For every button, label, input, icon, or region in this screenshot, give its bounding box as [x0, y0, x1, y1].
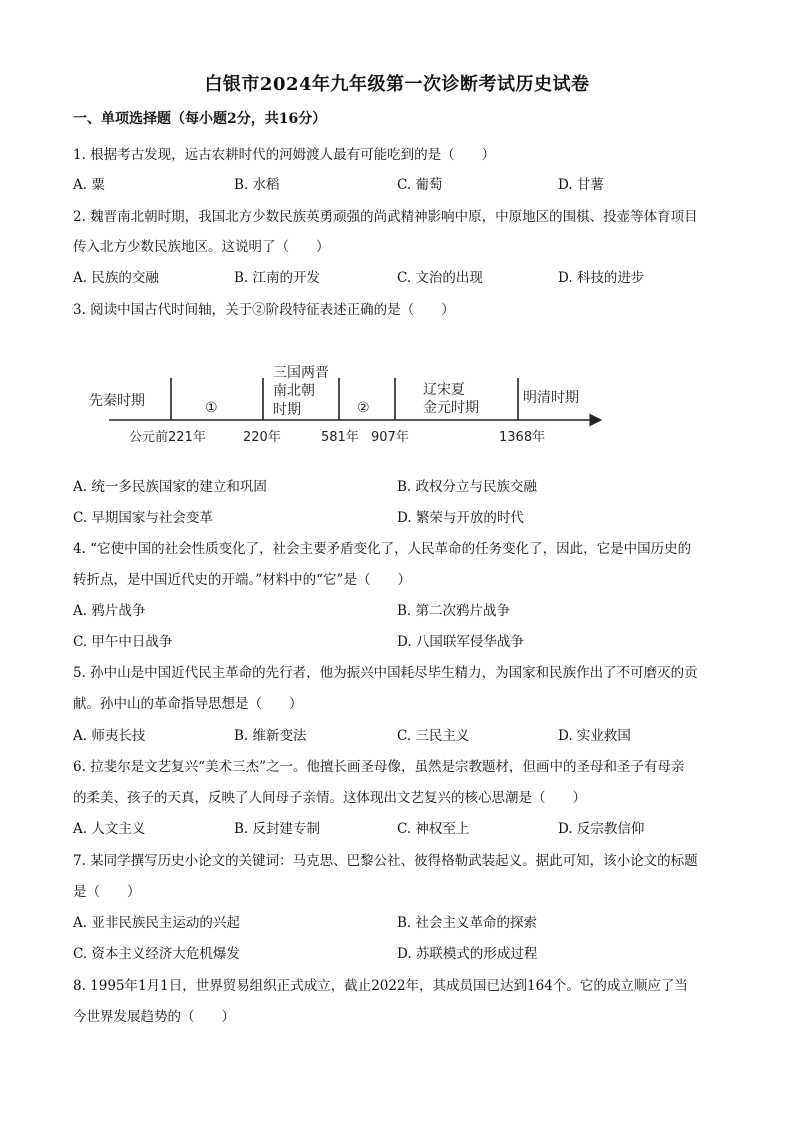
period-sanguo-line1: 三国两晋 — [273, 365, 329, 381]
year-1368: 1368年 — [499, 430, 546, 445]
q5-option-d: D. 实业救国 — [558, 728, 631, 744]
period-one: ① — [205, 400, 218, 416]
q4-option-a: A. 鸦片战争 — [73, 603, 146, 619]
q4-option-d: D. 八国联军侵华战争 — [397, 634, 524, 650]
question-4-stem-cont: 转折点，是中国近代史的开端。”材料中的“它”是（ ） — [73, 572, 411, 588]
q7-option-b: B. 社会主义革命的探索 — [397, 915, 538, 931]
q3-option-b: B. 政权分立与民族交融 — [397, 479, 538, 495]
period-two: ② — [357, 400, 370, 416]
period-sanguo-line2: 南北朝 — [273, 383, 315, 399]
question-5-stem-cont: 献。孙中山的革命指导思想是（ ） — [73, 696, 303, 712]
q7-option-c: C. 资本主义经济大危机爆发 — [73, 946, 240, 962]
year-581: 581年 — [321, 430, 359, 445]
year-907: 907年 — [371, 430, 409, 445]
q1-option-d: D. 甘薯 — [558, 177, 604, 193]
period-liaosong-line2: 金元时期 — [423, 400, 479, 416]
q4-option-b: B. 第二次鸦片战争 — [397, 603, 511, 619]
question-7-stem-cont: 是（ ） — [73, 884, 141, 900]
q7-option-d: D. 苏联模式的形成过程 — [397, 946, 538, 962]
page-title: 白银市2024年九年级第一次诊断考试历史试卷 — [204, 74, 590, 95]
q6-option-d: D. 反宗教信仰 — [558, 821, 645, 837]
question-2-stem: 2. 魏晋南北朝时期，我国北方少数民族英勇顽强的尚武精神影响中原，中原地区的围棋、投壶等体育项目 — [73, 209, 698, 225]
q5-option-a: A. 师夷长技 — [73, 728, 146, 744]
q6-option-b: B. 反封建专制 — [234, 821, 321, 837]
period-pre-qin: 先秦时期 — [89, 393, 145, 409]
q6-option-a: A. 人文主义 — [73, 821, 146, 837]
q2-option-d: D. 科技的进步 — [558, 270, 645, 286]
q3-option-d: D. 繁荣与开放的时代 — [397, 510, 524, 526]
question-6-stem: 6. 拉斐尔是文艺复兴“美术三杰”之一。他擅长画圣母像，虽然是宗教题材，但画中的圣母和圣子有母亲 — [73, 759, 685, 775]
q3-option-c: C. 早期国家与社会变革 — [73, 510, 213, 526]
q2-option-b: B. 江南的开发 — [234, 270, 321, 286]
q1-option-a: A. 粟 — [73, 177, 105, 193]
question-5-stem: 5. 孙中山是中国近代民主革命的先行者，他为振兴中国耗尽毕生精力，为国家和民族作出了不可磨灭的贡 — [73, 665, 698, 681]
period-sanguo-line3: 时期 — [273, 402, 301, 418]
q6-option-c: C. 神权至上 — [397, 821, 470, 837]
timeline-figure — [85, 360, 605, 450]
q3-option-a: A. 统一多民族国家的建立和巩固 — [73, 479, 267, 495]
q4-option-c: C. 甲午中日战争 — [73, 634, 173, 650]
question-8-stem-cont: 今世界发展趋势的（ ） — [73, 1009, 235, 1025]
year-221bc: 公元前221年 — [129, 430, 206, 445]
timeline-svg — [85, 360, 605, 450]
question-7-stem: 7. 某同学撰写历史小论文的关键词：马克思、巴黎公社、彼得格勒武装起义。据此可知，该小论文的标题 — [73, 853, 698, 869]
question-2-stem-cont: 传入北方少数民族地区。这说明了（ ） — [73, 239, 330, 255]
q2-option-a: A. 民族的交融 — [73, 270, 159, 286]
year-220: 220年 — [243, 430, 281, 445]
period-liaosong-line1: 辽宋夏 — [423, 382, 465, 398]
q1-option-b: B. 水稻 — [234, 177, 280, 193]
section-heading: 一、单项选择题（每小题2分，共16分） — [73, 111, 327, 127]
q5-option-b: B. 维新变法 — [234, 728, 307, 744]
q2-option-c: C. 文治的出现 — [397, 270, 483, 286]
question-3-stem: 3. 阅读中国古代时间轴，关于②阶段特征表述正确的是（ ） — [73, 302, 455, 318]
q1-option-c: C. 葡萄 — [397, 177, 443, 193]
question-4-stem: 4. “它使中国的社会性质变化了，社会主要矛盾变化了，人民革命的任务变化了，因此，它是中国历史的 — [73, 541, 692, 557]
question-1-stem: 1. 根据考古发现，远古农耕时代的河姆渡人最有可能吃到的是（ ） — [73, 147, 496, 163]
period-ming-qing: 明清时期 — [523, 390, 579, 406]
q5-option-c: C. 三民主义 — [397, 728, 470, 744]
question-6-stem-cont: 的柔美、孩子的天真，反映了人间母子亲情。这体现出文艺复兴的核心思潮是（ ） — [73, 790, 586, 806]
q7-option-a: A. 亚非民族民主运动的兴起 — [73, 915, 240, 931]
question-8-stem: 8. 1995年1月1日，世界贸易组织正式成立，截止2022年，其成员国已达到164个。它的成立顺应了当 — [73, 978, 688, 994]
